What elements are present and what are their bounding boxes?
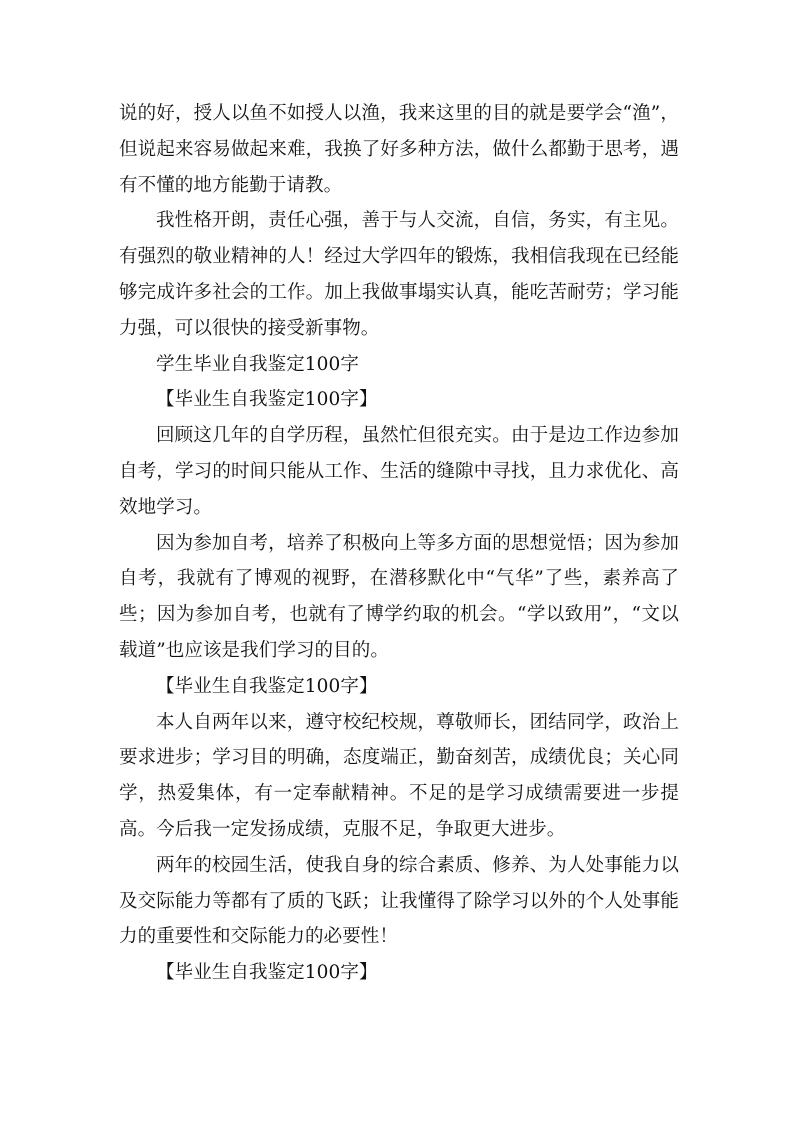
section-title: 【毕业生自我鉴定100字】 <box>156 389 378 411</box>
paragraph-continued: 说的好，授人以鱼不如授人以渔，我来这里的目的就是要学会“渔”，但说起来容易做起来难，我换了好多种方法，做什么都勤于思考，遇有不懂的地方能勤于请教。 <box>119 103 679 196</box>
document-body <box>119 96 679 991</box>
paragraph-self-study: 回顾这几年的自学历程，虽然忙但很充实。由于是边工作边参加自考，学习的时间只能从工作、生活的缝隙中寻找，且力求优化、高效地学习。 <box>119 425 679 518</box>
heading-title: 学生毕业自我鉴定100字 <box>156 353 360 375</box>
paragraph-campus-life: 两年的校园生活，使我自身的综合素质、修养、为人处事能力以及交际能力等都有了质的飞跃；让我懂得了除学习以外的个人处事能力的重要性和交际能力的必要性！ <box>119 854 679 948</box>
section-title: 【毕业生自我鉴定100字】 <box>156 962 378 984</box>
paragraph-two-years: 本人自两年以来，遵守校纪校规，尊敬师长，团结同学，政治上要求进步；学习目的明确，态度端正，勤奋刻苦，成绩优良；关心同学，热爱集体，有一定奉献精神。不足的是学习成绩需要进一步提高。今后我一定发扬成绩，克服不足，争取更大进步。 <box>119 711 679 840</box>
paragraph-personality: 我性格开朗，责任心强，善于与人交流，自信，务实，有主见。有强烈的敬业精神的人！经过大学四年的锻炼，我相信我现在已经能够完成许多社会的工作。加上我做事塌实认真，能吃苦耐劳；学习能力强，可以很快的接受新事物。 <box>119 210 679 339</box>
paragraph-exam-benefits: 因为参加自考，培养了积极向上等多方面的思想觉悟；因为参加自考，我就有了博观的视野，在潜移默化中“气华”了些，素养高了些；因为参加自考，也就有了博学约取的机会。“学以致用”，“文以载道”也应该是我们学习的目的。 <box>119 532 679 661</box>
section-title: 【毕业生自我鉴定100字】 <box>156 675 378 697</box>
